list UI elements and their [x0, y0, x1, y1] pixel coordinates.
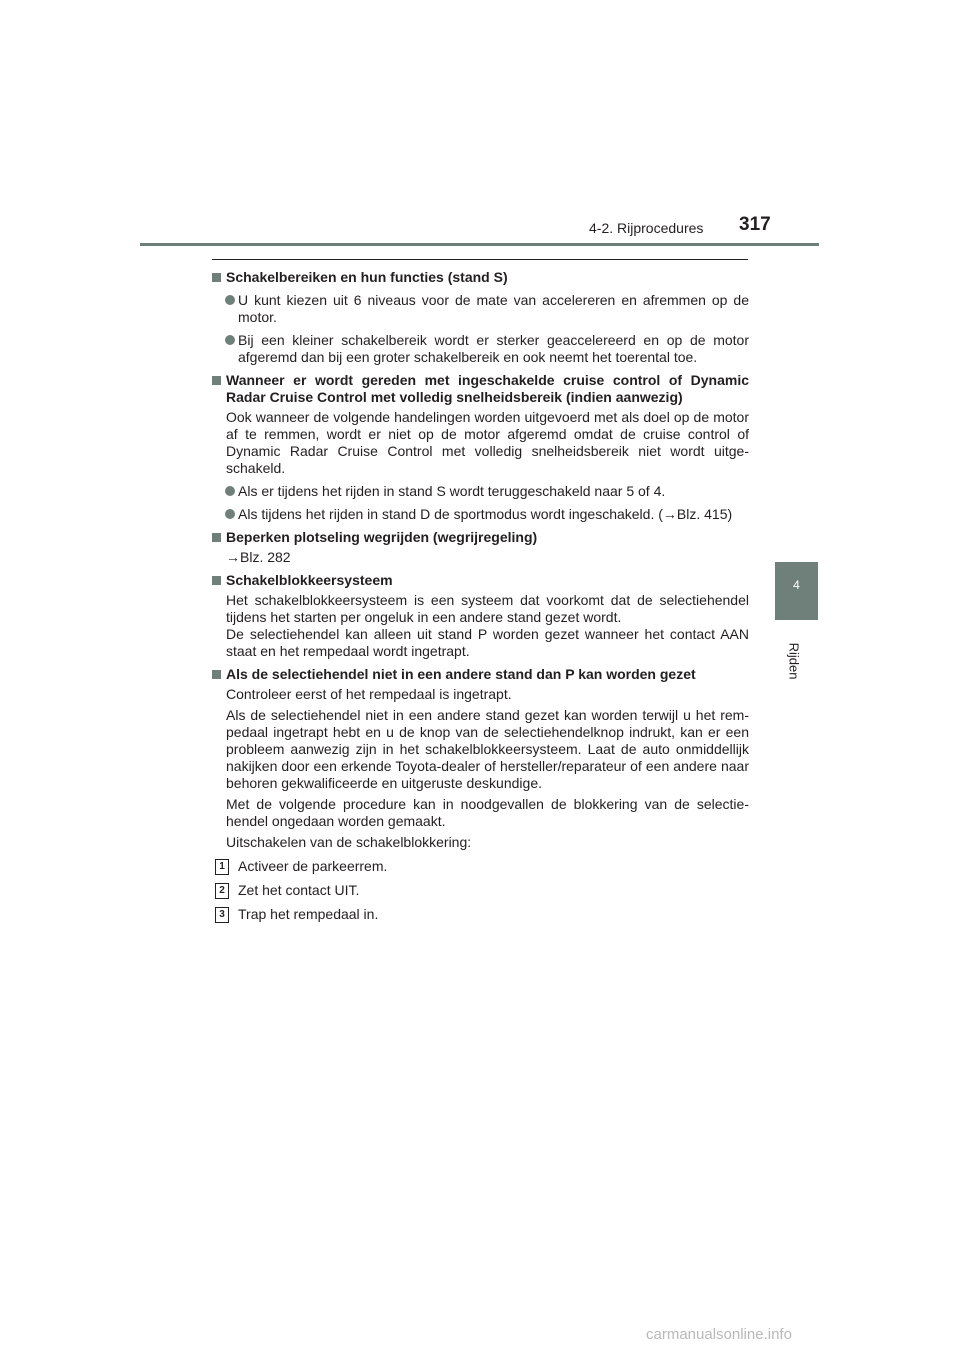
step-number-badge: 1 [215, 859, 229, 875]
bullet-item: Als tijdens het rijden in stand D de sportmodus wordt ingeschakeld. (→Blz. 415) [212, 506, 749, 523]
section-marker-icon [212, 273, 221, 282]
paragraph: Uitschakelen van de schakelblokkering: [226, 834, 472, 850]
section-title: Schakelblokkeersysteem [226, 572, 393, 588]
page-content [212, 263, 749, 923]
section-title: Schakelbereiken en hun functies (stand S) [226, 269, 508, 285]
watermark: carmanualsonline.info [646, 1326, 792, 1343]
page-reference-link[interactable]: →Blz. 282 [226, 549, 291, 565]
page-number: 317 [739, 214, 771, 235]
step-item: 3 Trap het rempedaal in. [212, 906, 749, 923]
chapter-number: 4 [793, 578, 800, 592]
paragraph: Als de selectiehendel niet in een andere stand gezet kan worden terwijl u het rem-pedaal ingetrapt hebt en u de knop van de selectiehendelknop indrukt, kan er een probleem aanwezig zijn in het schakelblokkeersysteem. Laat de auto onmiddellijk nakijken door een erkende Toyota-dealer of hersteller/reparateur of een andere naar behoren gekwalificeerde en uitgeruste deskundige. [226, 707, 749, 791]
bullet-dot-icon [225, 335, 235, 345]
bullet-item: U kunt kiezen uit 6 niveaus voor de mate van accelereren en afremmen op de motor. [212, 292, 749, 326]
section-title: Beperken plotseling wegrijden (wegrijregeling) [226, 529, 538, 545]
bullet-item: Als er tijdens het rijden in stand S wordt teruggeschakeld naar 5 of 4. [212, 483, 749, 500]
section-cruise-control [212, 372, 749, 406]
header-rule [140, 243, 819, 246]
section-start-limit [212, 529, 749, 546]
step-item: 1 Activeer de parkeerrem. [212, 858, 749, 875]
paragraph: Controleer eerst of het rempedaal is ingetrapt. [226, 686, 512, 702]
step-item: 2 Zet het contact UIT. [212, 882, 749, 899]
paragraph: Het schakelblokkeersysteem is een systeem dat voorkomt dat de selectiehendel tijdens het starten per ongeluk in een andere stand gezet wordt. De selectiehendel kan alleen uit stand P worden gezet wanneer het contact AAN staat en het rempedaal wordt ingetrapt. [226, 592, 749, 659]
chapter-side-label [787, 631, 801, 691]
section-title: Wanneer er wordt gereden met ingeschakelde cruise control of Dynamic Radar Cruise Control met volledig snelheidsbereik (indien aanwezig) [226, 372, 749, 405]
section-title: Als de selectiehendel niet in een andere stand dan P kan worden gezet [226, 666, 696, 682]
section-marker-icon [212, 533, 221, 542]
paragraph: Ook wanneer de volgende handelingen worden uitgevoerd met als doel op de motor af te remmen, wordt er niet op de motor afgeremd omdat de cruise control of Dynamic Radar Cruise Control met volledig snelheidsbereik niet wordt uitge-schakeld. [226, 409, 749, 476]
section-shift-lock [212, 572, 749, 589]
step-number-badge: 2 [215, 883, 229, 899]
section-shift-ranges [212, 269, 749, 286]
section-lever-stuck [212, 666, 749, 683]
section-marker-icon [212, 376, 221, 385]
step-number-badge: 3 [215, 907, 229, 923]
section-marker-icon [212, 670, 221, 679]
section-marker-icon [212, 576, 221, 585]
bullet-dot-icon [225, 486, 235, 496]
content-top-rule [212, 259, 748, 260]
header-section-title: 4-2. Rijprocedures [589, 220, 704, 236]
bullet-dot-icon [225, 509, 235, 519]
paragraph: Met de volgende procedure kan in noodgevallen de blokkering van de selectie-hendel ongedaan worden gemaakt. [226, 796, 749, 829]
chapter-label-text: Rijden [786, 642, 802, 680]
bullet-dot-icon [225, 295, 235, 305]
chapter-tab [775, 562, 818, 620]
bullet-item: Bij een kleiner schakelbereik wordt er sterker geaccelereerd en op de motor afgeremd dan bij een groter schakelbereik en ook neemt het toerental toe. [212, 332, 749, 366]
